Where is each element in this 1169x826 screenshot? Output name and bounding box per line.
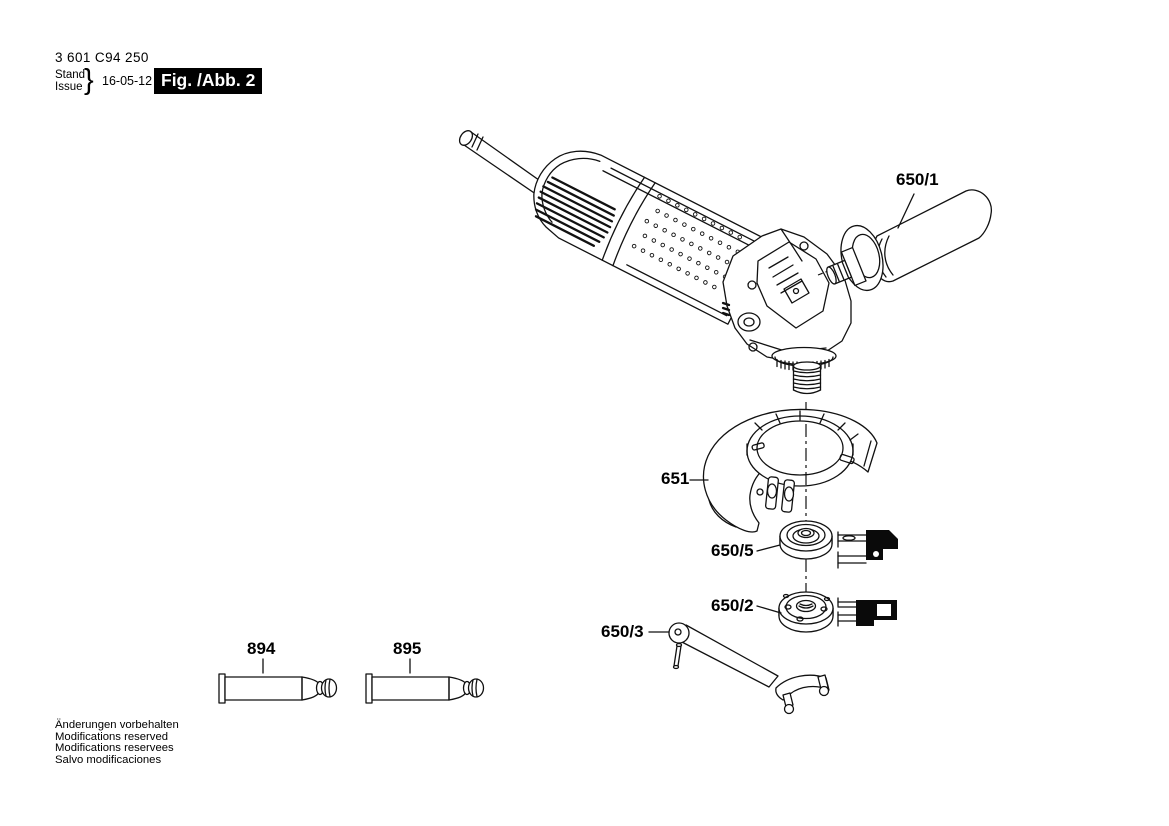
guard-clamp: [757, 477, 795, 513]
figure-label-box: Fig. /Abb. 2: [154, 68, 262, 94]
part-label-650-3: 650/3: [601, 622, 644, 641]
flange-section-icon: [838, 530, 898, 568]
part-label-894: 894: [247, 639, 276, 658]
issue-label: Issue: [55, 81, 83, 93]
clamping-nut: [779, 592, 833, 632]
part-label-650-2: 650/2: [711, 596, 754, 615]
notice-line-es: Salvo modificaciones: [55, 753, 162, 766]
spindle: [772, 348, 836, 394]
wheel-guard: [704, 409, 877, 532]
part-number: 3 601 C94 250: [55, 50, 149, 65]
notice-line-de: Änderungen vorbehalten: [55, 719, 179, 731]
part-label-650-5: 650/5: [711, 541, 754, 560]
notice-line-fr: Modifications reservees: [55, 742, 174, 755]
gear-housing: [723, 229, 851, 362]
stand-label: Stand: [55, 69, 86, 81]
part-label-650-1: 650/1: [896, 170, 939, 189]
notice-line-en: Modifications reserved: [55, 730, 169, 743]
modifications-notice: [55, 720, 179, 766]
grease-tube-894: [219, 674, 337, 703]
part-label-651: 651: [661, 469, 690, 488]
spanner-wrench: [669, 623, 829, 714]
part-label-895: 895: [393, 639, 422, 658]
brace-glyph: }: [84, 64, 94, 96]
nut-section-icon: [838, 598, 897, 626]
revision-date: 16-05-12: [102, 74, 153, 88]
backing-flange: [780, 521, 832, 559]
grease-tube-895: [366, 674, 484, 703]
auxiliary-handle: [818, 190, 991, 295]
